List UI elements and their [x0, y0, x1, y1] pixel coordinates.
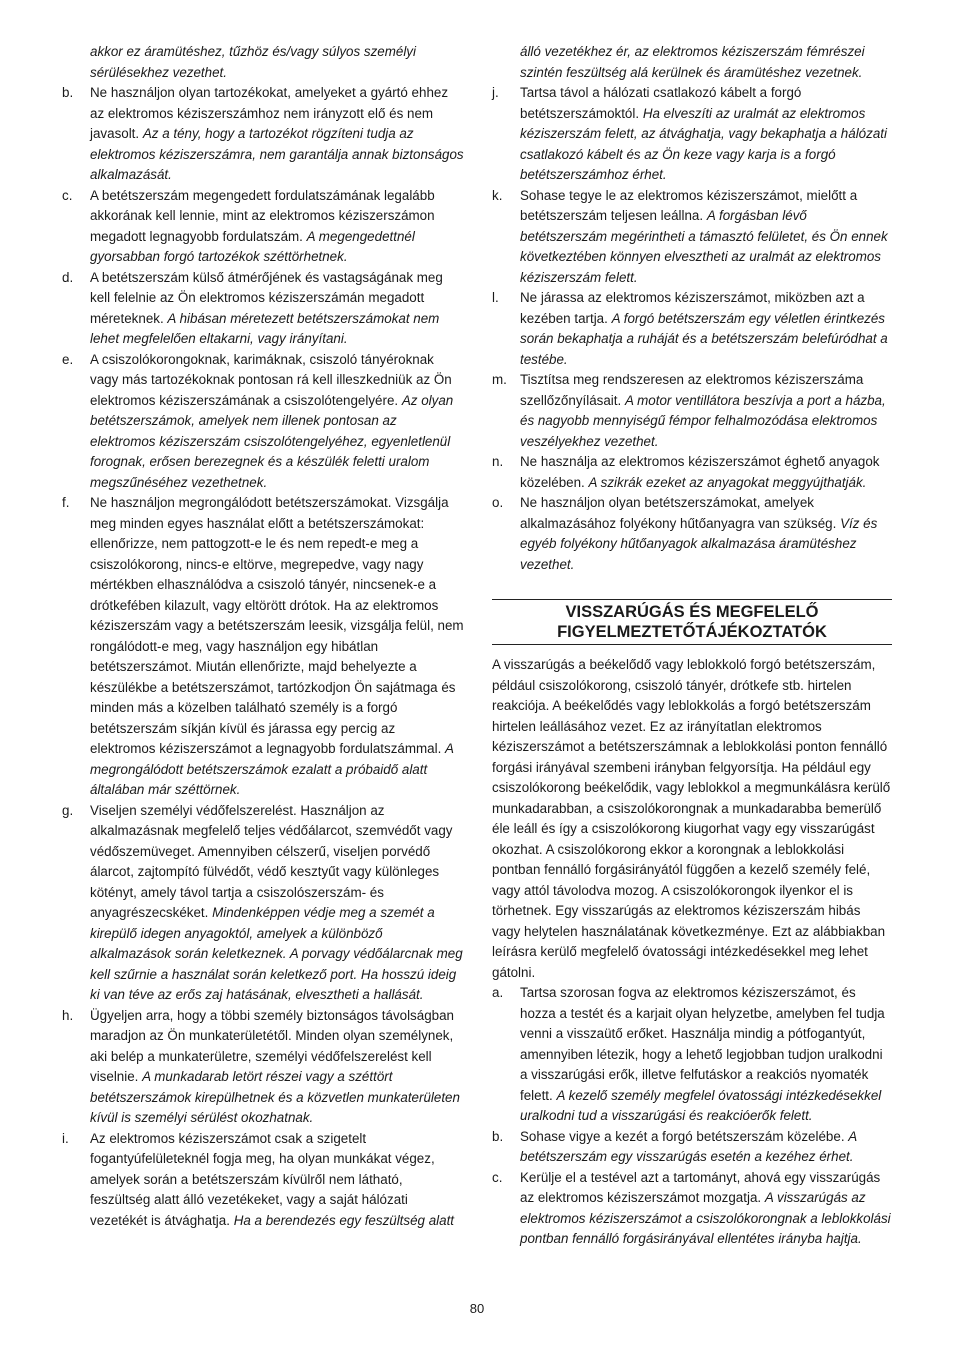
list-item-italic-text: Az a tény, hogy a tartozékot rögzíteni tudja az elektromos kéziszerszámra, nem garantálja annak biztonságos alkalmazását.: [90, 126, 464, 182]
list-item-italic-text: A forgó betétszerszám egy véletlen érintkezés során bekaphatja a ruháját és a betétszerszám belefúródhat a testébe.: [520, 310, 888, 367]
left-lead-text: akkor ez áramütéshez, tűzhöz és/vagy súlyos személyi sérülésekhez vezethet.: [90, 44, 416, 80]
list-item-normal-text: Ne használjon olyan betétszerszámokat, amelyek alkalmazásához folyékony hűtőanyagra van szükség.: [520, 495, 837, 531]
list-item-normal-text: Az elektromos kéziszerszámot csak a szigetelt fogantyúfelületeknél fogja meg, ha olyan munkákat végez, amelyek során a betétszerszám kívülről nem látható, feszültség alatt álló vezetékeket, vagy a saját hálózati vezetékét is átvághatja.: [90, 1130, 435, 1228]
list-item-text: [520, 493, 892, 575]
list-item: [62, 1006, 464, 1129]
list-item-text: [90, 350, 464, 494]
list-item: [62, 83, 464, 186]
list-item-letter: c.: [492, 1169, 503, 1185]
right-column: [492, 42, 892, 1250]
list-item-normal-text: A betétszerszám megengedett fordulatszámának legalább akkorának kell lennie, mint az elektromos kéziszerszámon megadott legnagyobb fordulatszám.: [90, 187, 435, 244]
list-item-normal-text: Ne használjon olyan tartozékokat, amelyeket a gyártó ehhez az elektromos kéziszerszámhoz nem irányzott elő és nem javasolt.: [90, 85, 449, 141]
list-item-text: [90, 83, 464, 186]
list-item-normal-text: Tartsa távol a hálózati csatlakozó kábelt a forgó betétszerszámoktól.: [520, 85, 802, 121]
list-item: [492, 370, 892, 452]
list-item-italic-text: A betétszerszám egy visszarúgás esetén a kezéhez érhet.: [520, 1128, 857, 1164]
list-item-text: [520, 186, 892, 289]
list-item-text: [90, 801, 464, 1006]
list-item-italic-text: A munkadarab letört részei vagy a széttört betétszerszámok kirepülhetnek és a közvetlen munkaterületen kívül is személyi sérülést okozhatnak.: [90, 1069, 460, 1125]
section-heading: [492, 599, 892, 645]
list-item-normal-text: Ne járassa az elektromos kéziszerszámot, miközben azt a kezében tartja.: [520, 290, 865, 326]
list-item-italic-text: A motor ventillátora beszívja a port a házba, és nagyobb mennyiségű fémpor felhalmozódása elektromos veszélyekhez vezethet.: [520, 392, 886, 449]
list-item-letter: b.: [62, 85, 74, 100]
list-item-normal-text: A csiszolókorongoknak, karimáknak, csiszoló tányéroknak vagy más tartozékoknak pontosan rá kell illeszkedniük az Ön elektromos kéziszerszámának a csiszolótengelyére.: [90, 351, 452, 408]
list-item-text: [90, 1006, 464, 1129]
list-item: [62, 186, 464, 268]
list-item-normal-text: Ügyeljen arra, hogy a többi személy biztonságos távolságban maradjon az Ön munkaterületétől. Minden olyan személynek, aki belép a munkaterületre, személyi védőfelszerelést kell viselnie.: [90, 1007, 454, 1084]
list-item-italic-text: A hibásan méretezett betétszerszámokat nem lehet megfelelően eltakarni, vagy irányítani.: [90, 310, 440, 346]
list-item-letter: c.: [62, 187, 73, 203]
list-item-normal-text: Tartsa szorosan fogva az elektromos kéziszerszámot, és hozza a testét és a karjait olyan helyzetbe, amelyben fel tudja venni a visszaütő erőket. Használja mindig a pótfogantyút, amennyiben létezik, hogy a lehető legjobban tudjon uralkodni a visszarúgási erők, illetve felfutáskor a reakciós nyomaték felett.: [520, 985, 885, 1103]
list-item-italic-text: Az olyan betétszerszámok, amelyek nem illenek pontosan az elektromos kéziszerszám csiszolótengelyéhez, egyenletlenül forognak, erősen berezegnek és a készülék feletti uralom megszűnéséhez vezethetnek.: [90, 392, 454, 490]
list-item-text: [520, 83, 892, 186]
list-item: [62, 268, 464, 350]
list-item-normal-text: Sohase tegye le az elektromos kéziszerszámot, mielőtt a betétszerszám teljesen leállna.: [520, 187, 858, 223]
list-item-italic-text: Ha elveszíti az uralmát az elektromos kéziszerszám felett, az átvághatja, vagy bekaphatja a hálózati csatlakozó kábelt és az Ön keze vagy karja is a forgó betétszerszámhoz érhet.: [520, 105, 887, 182]
list-item: [62, 350, 464, 494]
left-list: [62, 83, 464, 1231]
list-item-italic-text: Mindenképpen védje meg a szemét a kirepülő idegen anyagoktól, amelyek a különböző alkalmazások során keletkeznek. A porvagy védőálarcnak meg kell szűrnie a használat során keletkező port. Ha hosszú ideig ki van téve az erős zaj hatásának, elvesztheti a hallását.: [90, 905, 463, 1002]
list-item-normal-text: Ne használja az elektromos kéziszerszámot éghető anyagok közelében.: [520, 454, 880, 490]
list-item: [492, 452, 892, 493]
list-item-text: [90, 1129, 464, 1232]
kickback-list: [492, 983, 892, 1250]
list-item-text: [90, 186, 464, 268]
list-item-letter: h.: [62, 1007, 74, 1023]
list-item-text: [520, 1168, 892, 1250]
page-number: 80: [469, 1301, 485, 1316]
list-item-text: [520, 370, 892, 452]
list-item-letter: m.: [492, 372, 507, 387]
list-item-normal-text: Ne használjon megrongálódott betétszerszámokat. Vizsgálja meg minden egyes használat előtt a betétszerszámokat: ellenőrizze, nem pattogzott-e le és nem repedt-e meg a csiszolókorong, nincs-e eltörve, megrepedve, vagy nagy mértékben elhasználódva a csiszoló tányér, nincsenek-e a drótkefében kilazult, vagy eltörött drótok. Ha az elektromos kéziszerszám vagy a betétszerszám leesik, vizsgálja felül, nem rongálódott-e meg, vagy használjon egy hibátlan betétszerszámot. Miután ellenőrizte, majd behelyezte a készülékbe a betétszerszámot, tartózkodjon Ön sajátmaga és minden más a közelben található személy is a forgó betétszerszám síkján kívül és járassa egy percig az elektromos kéziszerszámot a legnagyobb fordulatszámmal.: [90, 495, 464, 756]
left-column: [62, 42, 464, 1231]
list-item-letter: l.: [492, 290, 499, 305]
right-list: [492, 83, 892, 575]
list-item-italic-text: A megengedettnél gyorsabban forgó tartozékok széttörhetnek.: [90, 228, 415, 264]
list-item-normal-text: Sohase vigye a kezét a forgó betétszerszám közelébe.: [520, 1128, 845, 1144]
list-item-italic-text: A visszarúgás az elektromos kéziszerszámot a csiszolókorongnak a leblokkolási pontban fennálló forgásirányával ellentétes irányba hajtja.: [520, 1190, 891, 1246]
list-item-italic-text: A forgásban lévő betétszerszám megérintheti a támasztó felületet, és Ön ennek következtében könnyen elvesztheti az uralmát az elektromos kéziszerszám felett.: [520, 208, 888, 285]
list-item: [492, 288, 892, 370]
list-item-text: [520, 1127, 892, 1168]
list-item-text: [520, 288, 892, 370]
section-heading-line1: VISSZARÚGÁS ÉS MEGFELELŐ: [565, 603, 819, 621]
list-item-letter: e.: [62, 351, 74, 367]
list-item-letter: a.: [492, 985, 504, 1000]
list-item-letter: k.: [492, 187, 503, 203]
list-item: [492, 493, 892, 575]
list-item-normal-text: Viseljen személyi védőfelszerelést. Használjon az alkalmazásnak megfelelő teljes védőálarcot, szemvédőt vagy védőszemüveget. Amennyiben célszerű, viseljen porvédő álarcot, zajtompító fülvédőt, védő kesztyűt vagy különleges kötényt, amely távol tartja a csiszolószerszám- és anyagrészecskéket.: [90, 802, 453, 920]
list-item-italic-text: A megrongálódott betétszerszámok ezalatt a próbaidő alatt általában már széttörnek.: [90, 741, 454, 797]
list-item-letter: b.: [492, 1128, 504, 1144]
list-item-normal-text: Tisztítsa meg rendszeresen az elektromos kéziszerszáma szellőzőnyílásait.: [520, 372, 864, 408]
list-item: [492, 983, 892, 1127]
list-item: [492, 186, 892, 289]
list-item-text: [520, 452, 892, 493]
list-item-italic-text: A szikrák ezeket az anyagokat meggyújthatják.: [588, 474, 867, 490]
list-item: [62, 493, 464, 801]
list-item: [492, 1127, 892, 1168]
list-item: [492, 83, 892, 186]
list-item-italic-text: A kezelő személy megfelel óvatossági intézkedésekkel uralkodni tud a visszarúgási és reakcióerők felett.: [520, 1087, 882, 1123]
list-item-letter: j.: [492, 85, 499, 100]
list-item-letter: i.: [62, 1130, 69, 1146]
list-item-italic-text: Víz és egyéb folyékony hűtőanyagok alkalmazása áramütéshez vezethet.: [520, 515, 878, 572]
list-item-letter: f.: [62, 495, 70, 510]
list-item-text: [90, 268, 464, 350]
right-lead-text: álló vezetékhez ér, az elektromos kéziszerszám fémrészei szintén feszültség alá kerülnek és áramütéshez vezetnek.: [520, 44, 865, 80]
list-item-normal-text: Kerülje el a testével azt a tartományt, ahová egy visszarúgás az elektromos kéziszerszámot mozgatja.: [520, 1169, 881, 1205]
list-item-normal-text: A betétszerszám külső átmérőjének és vastagságának meg kell felelnie az Ön elektromos kéziszerszámán megadott méreteknek.: [90, 269, 443, 326]
kickback-paragraph: A visszarúgás a beékelődő vagy leblokkoló forgó betétszerszám, például csiszolókorong, csiszoló tányér, drótkefe stb. hirtelen reakciója. A beékelődés vagy leblokkolás a forgó betétszerszám hirtelen leállásához vezet. Ez az irányítatlan elektromos kéziszerszámot a betétszerszámnak a leblokkolási ponton fennálló forgási irányával szembeni irányban felgyorsítja. Ha például egy csiszolókorong beékelődik, vagy leblokkol a megmunkálásra kerülő munkadarabban, a csiszolókorongnak a munkadarabba bemerülő éle leáll és így a csiszolókorong kiugorhat vagy egy visszarúgást okozhat. A csiszolókorong ekkor a korongnak a leblokkolási pontban fennálló forgásirányától függően a kezelő személy felé, vagy attól távolodva mozog. A csiszolókorongok ilyenkor el is törhetnek. Egy visszarúgás az elektromos kéziszerszám hibás vagy helytelen használatának következménye. Ezt az alábbiakban leírásra kerülő megfelelő óvatossági intézkedésekkel meg lehet gátolni.: [492, 657, 891, 980]
list-item-text: [520, 983, 892, 1127]
list-item-text: [90, 493, 464, 801]
list-item-italic-text: Ha a berendezés egy feszültség alatt: [233, 1212, 455, 1228]
list-item: [492, 1168, 892, 1250]
list-item: [62, 1129, 464, 1232]
list-item: [62, 801, 464, 1006]
section-heading-line2: FIGYELMEZTETŐTÁJÉKOZTATÓK: [557, 623, 827, 641]
list-item-letter: d.: [62, 269, 74, 285]
list-item-letter: g.: [62, 802, 74, 818]
list-item-letter: n.: [492, 454, 504, 469]
list-item-letter: o.: [492, 495, 504, 510]
